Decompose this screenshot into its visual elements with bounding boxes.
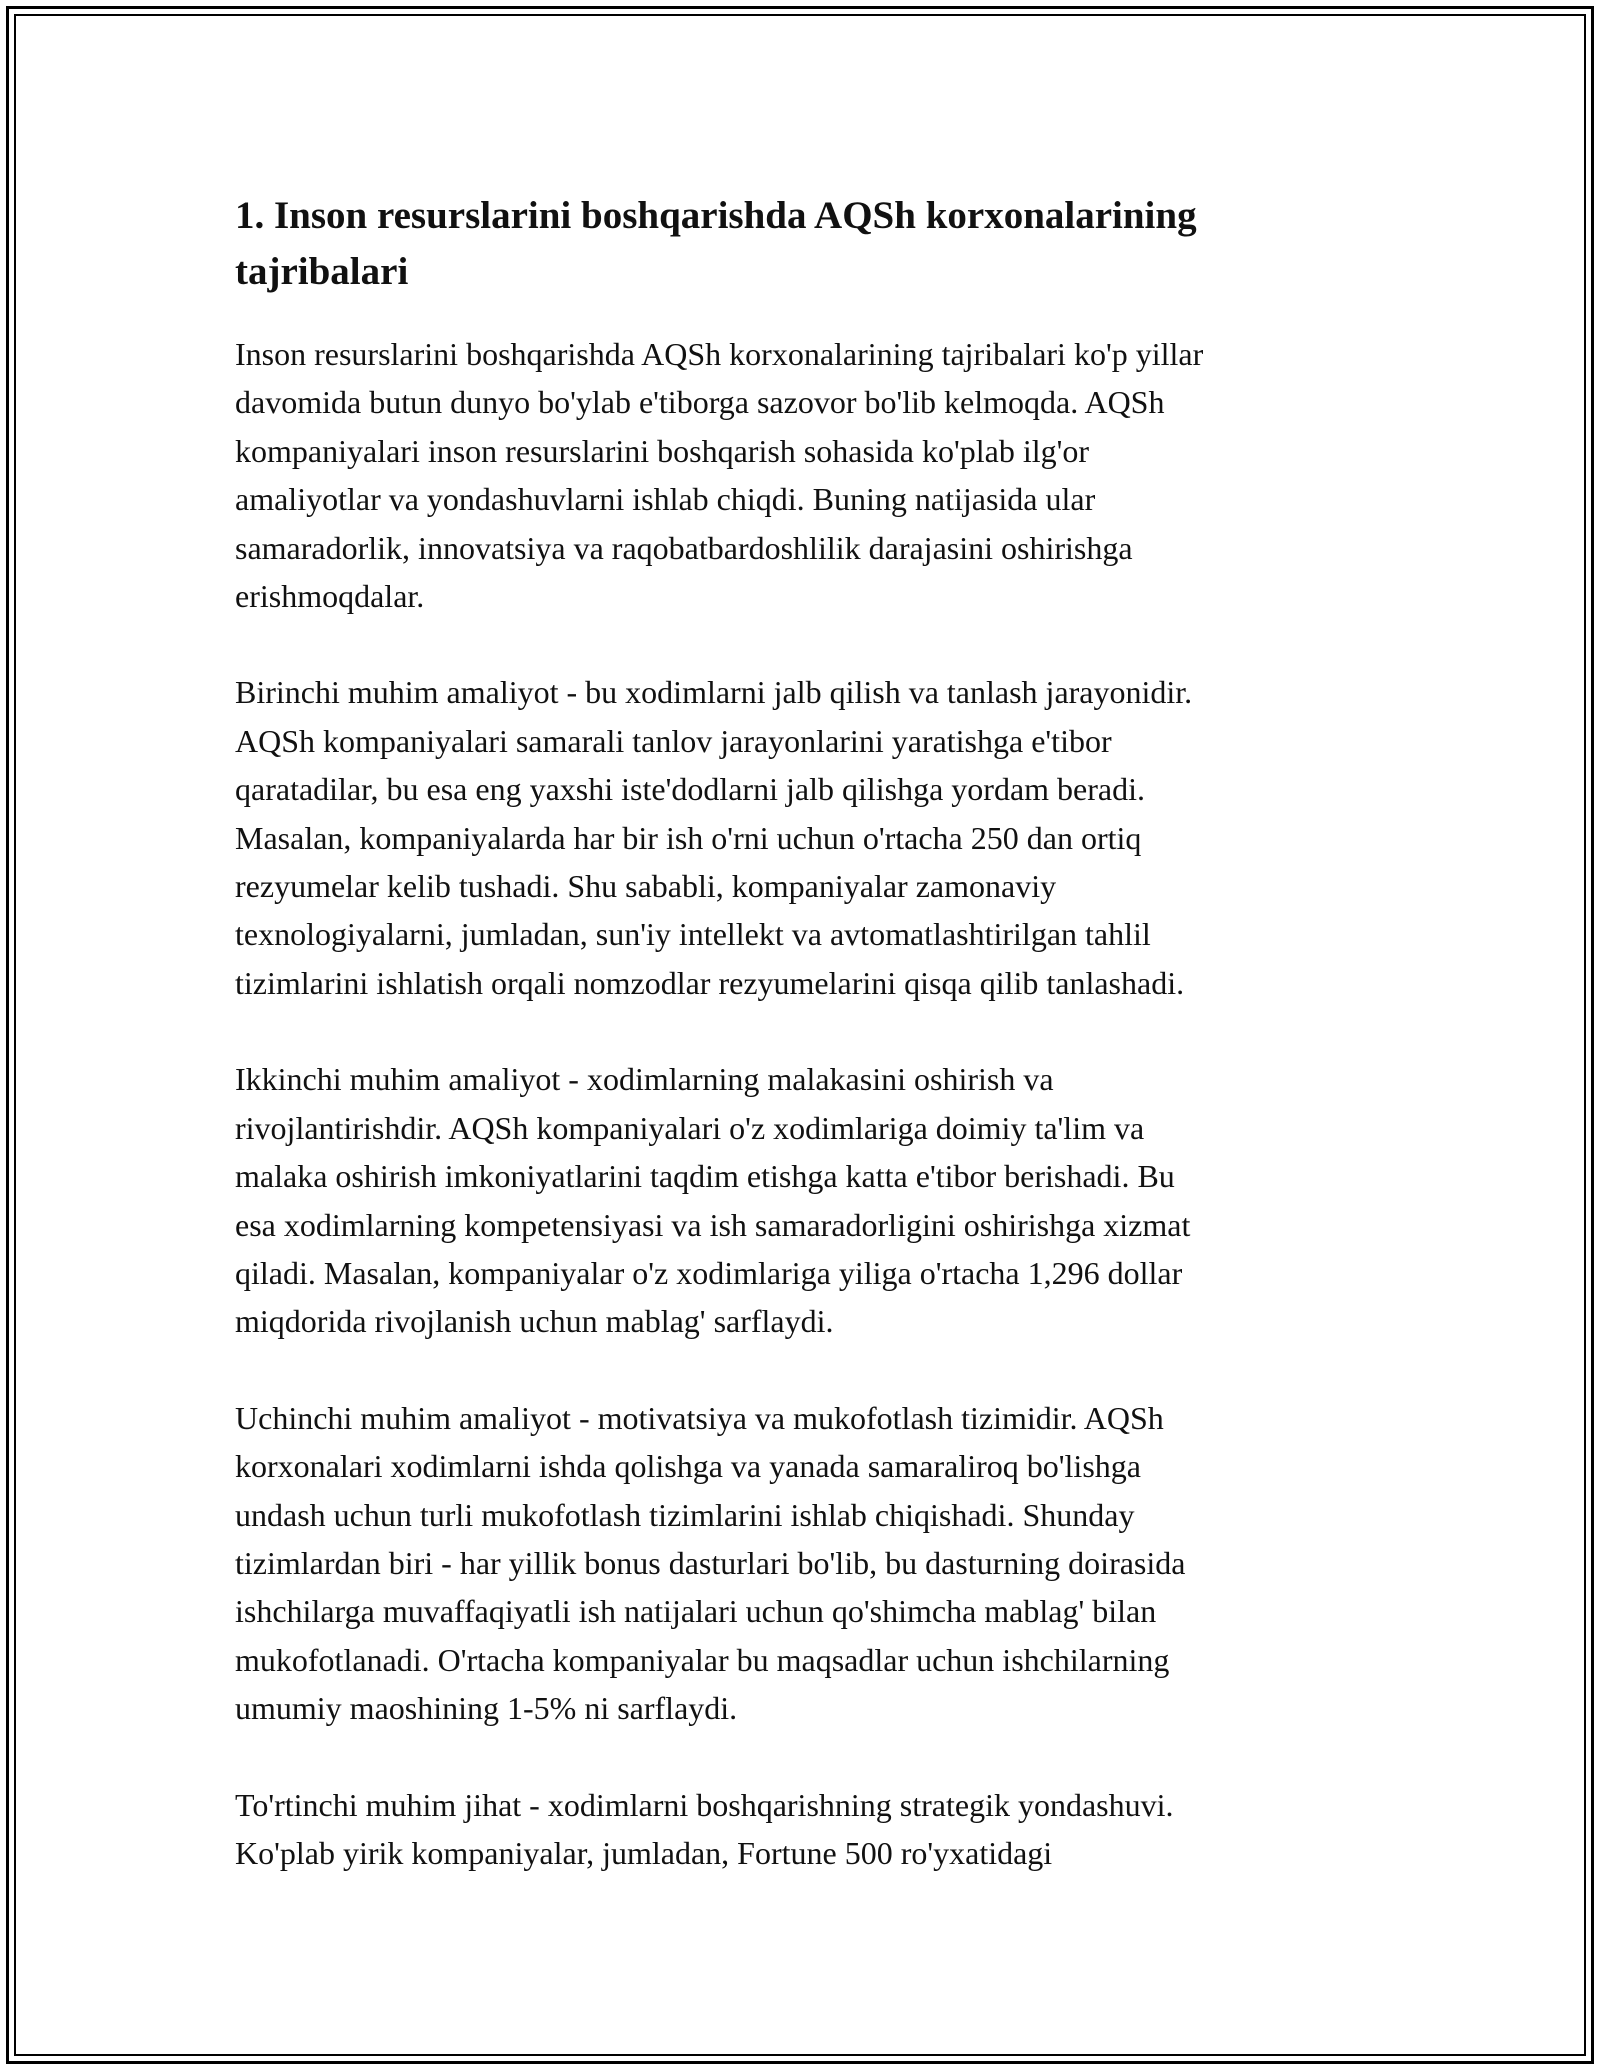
paragraph-recruitment: Birinchi muhim amaliyot - bu xodimlarni jalb qilish va tanlash jarayonidir. AQSh kompaniyalari samarali tanlov jarayonlarini yaratishga e'tibor qaratadilar, bu esa eng yaxshi iste'dodlarni jalb qilishga yordam beradi. Masalan, kompaniyalarda har bir ish o'rni uchun o'rtacha 250 dan ortiq rezyumelar kelib tushadi. Shu sababli, kompaniyalar zamonaviy texnologiyalarni, jumladan, sun'iy intellekt va avtomatlashtirilgan tahlil tizimlarini ishlatish orqali nomzodlar rezyumelarini qisqa qilib tanlashadi. <box>235 674 1193 1001</box>
page-title: 1. Inson resurslarini boshqarishda AQSh korxonalarining tajribalari <box>235 194 1197 293</box>
paragraph-motivation: Uchinchi muhim amaliyot - motivatsiya va mukofotlash tizimidir. AQSh korxonalari xodimlarni ishda qolishga va yanada samaraliroq bo'lishga undash uchun turli mukofotlash tizimlarini ishlab chiqishadi. Shunday tizimlardan biri - har yillik bonus dasturlari bo'lib, bu dasturning doirasida ishchilarga muvaffaqiyatli ish natijalari uchun qo'shimcha mablag' bilan mukofotlanadi. O'rtacha kompaniyalar bu maqsadlar uchun ishchilarning umumiy maoshining 1-5% ni sarflaydi. <box>235 1399 1186 1727</box>
paragraph-intro: Inson resurslarini boshqarishda AQSh korxonalarining tajribalari ko'p yillar davomida butun dunyo bo'ylab e'tiborga sazovor bo'lib kelmoqda. AQSh kompaniyalari inson resurslarini boshqarish sohasida ko'plab ilg'or amaliyotlar va yondashuvlarni ishlab chiqdi. Buning natijasida ular samaradorlik, innovatsiya va raqobatbardoshlilik darajasini oshirishga erishmoqdalar. <box>235 336 1204 615</box>
paragraph-strategy: To'rtinchi muhim jihat - xodimlarni boshqarishning strategik yondashuvi. Ko'plab yirik kompaniyalar, jumladan, Fortune 500 ro'yxatidagi <box>235 1786 1174 1871</box>
paragraph-training: Ikkinchi muhim amaliyot - xodimlarning malakasini oshirish va rivojlantirishdir. AQSh kompaniyalari o'z xodimlariga doimiy ta'lim va malaka oshirish imkoniyatlarini taqdim etishga katta e'tibor berishadi. Bu esa xodimlarning kompetensiyasi va ish samaradorligini oshirishga xizmat qiladi. Masalan, kompaniyalar o'z xodimlariga yiliga o'rtacha 1,296 dollar miqdorida rivojlanish uchun mablag' sarflaydi. <box>235 1061 1191 1340</box>
document-body <box>235 188 1365 1925</box>
